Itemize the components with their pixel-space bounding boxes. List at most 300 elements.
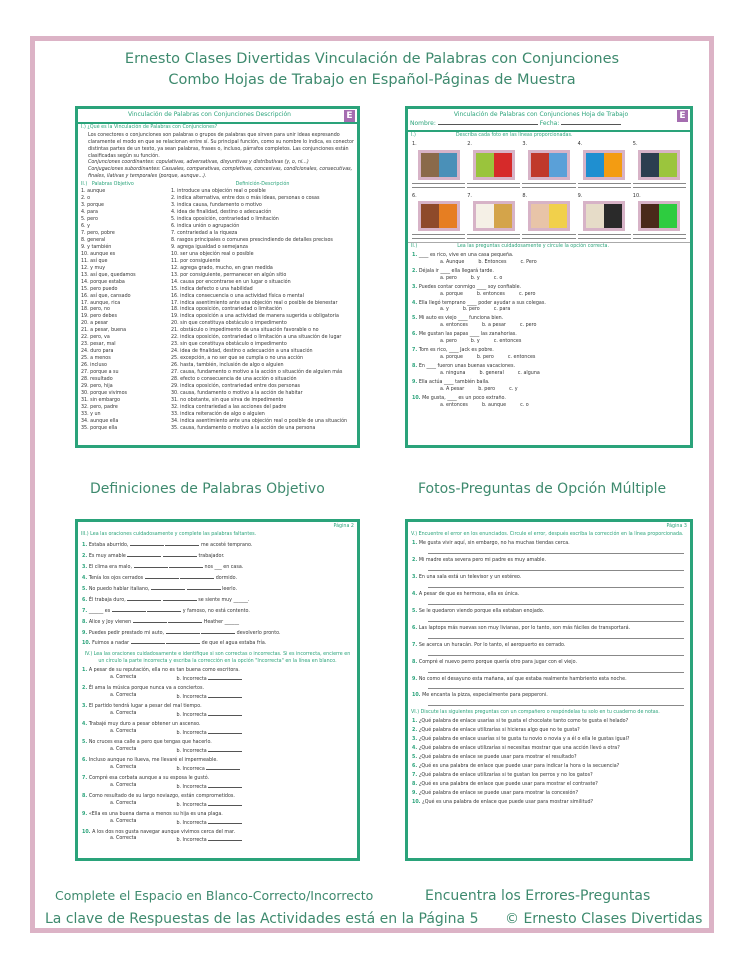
option[interactable]: a. ninguna xyxy=(440,371,466,377)
item-number: 6. xyxy=(82,597,89,603)
error-item xyxy=(408,591,690,600)
sentence-end: nos ___ en casa. xyxy=(203,564,244,570)
name-label: Nombre: xyxy=(410,119,436,127)
item-number: 2. xyxy=(82,553,89,559)
sentence xyxy=(82,722,353,729)
question-body: Me gusta, ____ es un poco extraño. xyxy=(422,395,506,401)
option[interactable]: b. pero xyxy=(478,386,496,392)
definition: 26. hasta, también, inclusión de algo o alguien xyxy=(171,363,284,369)
definition: 16. indica consecuencia o una actividad física o mental xyxy=(171,293,304,299)
sentence-start: ______ es xyxy=(88,608,112,614)
blank-field[interactable] xyxy=(127,552,161,557)
blank-field[interactable] xyxy=(169,563,203,568)
question-text: ¿Qué palabra de enlace usarías si te gusta tu novio o novia y a él o ella le gustas igual? xyxy=(418,737,630,743)
name-field[interactable] xyxy=(438,120,538,125)
target-word: 22. pero, va xyxy=(81,335,110,341)
answer-line[interactable] xyxy=(522,183,575,184)
question-text: ¿Qué es una palabra de enlace que puede usar para mostrar el contraste? xyxy=(418,782,598,788)
options xyxy=(82,675,353,684)
definition: 8. rasgos principales o comunes prescindiendo de detalles precisos xyxy=(171,237,333,243)
target-word: 20. a pesar xyxy=(81,321,109,327)
coord-text: Conjunciones coordinantes: copulativas, adversativas, disyuntivas y distributivas (y, o, ni...) xyxy=(88,160,309,166)
target-word: 6. y xyxy=(81,224,90,230)
definition: 33. indica reiteración de algo o alguien xyxy=(171,411,265,417)
blank-field[interactable] xyxy=(187,585,221,590)
blank-field[interactable] xyxy=(133,618,167,623)
question-text xyxy=(412,285,686,292)
target-word: 25. a menos xyxy=(81,356,111,362)
answer-line[interactable] xyxy=(412,183,465,184)
option[interactable]: c. alguna xyxy=(517,371,540,377)
target-word: 24. duro para xyxy=(81,349,114,355)
fill-item xyxy=(78,540,357,551)
definition: 21. obstáculo o impedimento de una situación favorable o no xyxy=(171,328,319,334)
photo-image xyxy=(473,201,515,231)
photo-number: 6. xyxy=(412,192,417,199)
target-word: 19. pero debes xyxy=(81,314,117,320)
options xyxy=(82,783,353,792)
section-title: I.) ¿Qué es la Vinculación de Palabras con Conjunciones? xyxy=(81,124,218,130)
sentence xyxy=(82,740,353,747)
error-item xyxy=(408,642,690,651)
correction-field[interactable] xyxy=(208,836,242,841)
sentence-start: Fuimos a nadar xyxy=(92,641,131,647)
target-word: 9. y también xyxy=(81,244,112,250)
sentence-text: Incluso aunque no llueva, me llevaré el impermeable. xyxy=(88,757,218,763)
fill-item xyxy=(78,562,357,573)
blank-field[interactable] xyxy=(131,639,165,644)
option-incorrect[interactable]: b. Incorrecta xyxy=(176,783,242,792)
item-number: 1. xyxy=(82,542,89,548)
answer-line[interactable] xyxy=(522,238,575,239)
option-incorrect[interactable]: b. Incorrecta xyxy=(176,729,242,738)
target-word: 32. pero, padre xyxy=(81,404,118,410)
answer-line[interactable] xyxy=(522,187,575,188)
option[interactable]: c. o xyxy=(520,402,529,408)
sentence-text: Compré esa corbata aunque a su esposa le gustó. xyxy=(88,775,210,781)
question-text: ¿Qué palabra de enlace utilizarías si hicieras algo que no te gusta? xyxy=(418,728,580,734)
photo-item xyxy=(578,141,631,190)
item-number: 8. xyxy=(82,793,89,799)
item-number: 1. xyxy=(412,540,419,546)
question-text: ¿Qué palabra de enlace utilizarías si te gustan los perros y no los gatos? xyxy=(418,773,593,779)
ci-item xyxy=(78,739,357,757)
blank-field[interactable] xyxy=(163,552,197,557)
option[interactable]: b. aunque xyxy=(481,402,507,408)
mc-question xyxy=(408,347,690,363)
option[interactable]: c. entonces xyxy=(507,355,536,361)
discussion-item xyxy=(408,790,690,799)
option-correct[interactable]: a. Correcta xyxy=(110,693,137,699)
options xyxy=(82,711,353,720)
sentence-end: leerlo. xyxy=(220,586,237,592)
blank-field[interactable] xyxy=(151,585,185,590)
section-label: II.) xyxy=(411,243,418,249)
sentence-text: En una sala está un televisor y un estéreo. xyxy=(418,574,522,580)
option[interactable]: b. y xyxy=(470,275,480,281)
answer-line[interactable] xyxy=(412,234,465,235)
answer-line[interactable] xyxy=(578,238,631,239)
option-correct[interactable]: a. Correcta xyxy=(110,818,137,824)
blank-field[interactable] xyxy=(168,618,202,623)
error-item xyxy=(408,608,690,617)
target-word: 31. sin embargo xyxy=(81,397,121,403)
correction-line[interactable] xyxy=(428,553,684,554)
sentence-start: Tenía los ojos cerrados xyxy=(88,575,145,581)
sentence xyxy=(82,812,353,819)
option-correct[interactable]: a. Correcta xyxy=(110,711,137,717)
footer-copyright: © Ernesto Clases Divertidas xyxy=(505,911,703,927)
sentence-text: Él ama la música porque nunca va a conciertos. xyxy=(88,686,205,692)
page-heading xyxy=(408,109,690,132)
option[interactable]: c. entonces xyxy=(493,339,522,345)
option-correct[interactable]: a. Correcta xyxy=(110,746,137,752)
option-incorrect[interactable]: b. Incorrecta xyxy=(176,836,242,845)
definition: 25. excepción, a no ser que se cumpla o no una acción xyxy=(171,356,304,362)
photo-number: 3. xyxy=(522,141,528,148)
question-number: 7. xyxy=(412,348,419,354)
sentence-text: «Ella es una buena dama a menos su hija es una plaga. xyxy=(88,811,223,817)
option-correct[interactable]: a. Correcta xyxy=(110,675,137,681)
page-heading-text: Vinculación de Palabras con Conjunciones Hoja de Trabajo xyxy=(453,111,629,118)
fill-item xyxy=(78,617,357,628)
blank-field[interactable] xyxy=(145,574,179,579)
definition: 4. idea de finalidad, destino o adecuación xyxy=(171,210,272,216)
target-word: 17. aunque, rica xyxy=(81,300,121,306)
photo-image xyxy=(583,201,625,231)
section-title: Describa cada foto en las líneas proporcionadas. xyxy=(455,133,573,139)
page-heading xyxy=(78,109,357,124)
correction-line[interactable] xyxy=(428,672,684,673)
item-number: 7. xyxy=(82,775,89,781)
question-text xyxy=(412,301,686,308)
target-word: 2. o xyxy=(81,196,91,202)
item-number: 2. xyxy=(82,686,89,692)
option-correct[interactable]: a. Correcta xyxy=(110,729,137,735)
answer-line[interactable] xyxy=(633,238,686,239)
blank-field[interactable] xyxy=(112,607,146,612)
target-word: 7. pero, pobre xyxy=(81,230,115,236)
item-number: 4. xyxy=(412,591,419,597)
sentence-text: No cruces esa calle a pero que tengas que hacerlo. xyxy=(88,739,212,745)
ci-item xyxy=(78,829,357,847)
options xyxy=(412,355,686,362)
options xyxy=(412,387,686,394)
date-field[interactable] xyxy=(561,120,621,125)
blank-field[interactable] xyxy=(165,541,199,546)
option[interactable]: b. a pesar xyxy=(481,323,506,329)
answer-line[interactable] xyxy=(633,183,686,184)
options xyxy=(412,371,686,378)
sentence-end: se siente muy ______. xyxy=(196,597,250,603)
option[interactable]: c. o xyxy=(493,275,503,281)
sentence-text: Mi madre esta severa pero mi padre es muy amable. xyxy=(418,557,546,563)
blank-field[interactable] xyxy=(163,596,197,601)
photo-item xyxy=(412,141,465,190)
sentence-start: No puedo hablar italiano, xyxy=(88,586,152,592)
question-body: Ella actúa ____ también baila. xyxy=(418,380,490,386)
sentence-text: Se le quedaron viendo porque ella estaban enojado. xyxy=(418,608,545,614)
sentence-text: Como resultado de su largo noviazgo, están comprometidos. xyxy=(88,793,235,799)
sentence-end: Heather ______ xyxy=(202,619,239,625)
error-item xyxy=(408,692,690,701)
option[interactable]: a. y xyxy=(440,307,449,313)
sentence-text: Me gusta vivir aquí, sin embargo, no ha muchas tiendas cerca. xyxy=(418,540,570,546)
definition: 34. indica asentimiento ante una objeción real o posible de una situación xyxy=(171,418,348,424)
option-incorrect[interactable]: b. Incorrecta xyxy=(176,801,242,810)
question-number: 6. xyxy=(412,332,419,338)
section-title: IV.) Lea las oraciones cuidadosamente e identifique si son correctas o incorrectas. Si es incorrecta, encierre en un círculo la parte incorrecta y escriba la corrección en la opción "Incorrecta" en la línea en blanco. xyxy=(84,652,351,665)
item-number: 2. xyxy=(412,728,419,734)
caption-page1: Definiciones de Palabras Objetivo xyxy=(90,481,325,497)
error-item xyxy=(408,625,690,634)
sentence-text: Me encanta la pizza, especialmente para pepperoni. xyxy=(422,693,548,699)
question-number: 1. xyxy=(412,252,419,258)
correction-field[interactable] xyxy=(208,801,242,806)
mc-question xyxy=(408,379,690,395)
correction-field[interactable] xyxy=(208,783,242,788)
question-body: Mi auto es viejo ____ funciona bien. xyxy=(418,316,504,322)
correction-line[interactable] xyxy=(428,587,684,588)
target-word: 18. pero, no xyxy=(81,307,110,313)
option-incorrect[interactable]: b. Incorrecta xyxy=(176,693,242,702)
option[interactable]: a. Aunque xyxy=(440,259,465,265)
ci-item xyxy=(78,811,357,829)
sentence-end: trabajador. xyxy=(196,553,225,559)
target-word: 21. a pesar, buena xyxy=(81,328,127,334)
option[interactable]: a. A pesar xyxy=(440,386,465,392)
fill-item xyxy=(78,638,357,649)
definition: 15. indica defecto o una habilidad xyxy=(171,286,253,292)
blank-field[interactable] xyxy=(180,574,214,579)
correction-field[interactable] xyxy=(208,711,242,716)
item-number: 5. xyxy=(412,608,419,614)
ci-item xyxy=(78,667,357,685)
question-number: 10. xyxy=(412,395,423,401)
answer-line[interactable] xyxy=(578,183,631,184)
option-correct[interactable]: a. Correcta xyxy=(110,764,137,770)
target-word: 28. resultado xyxy=(81,377,113,382)
item-number: 1. xyxy=(412,719,419,725)
correction-field[interactable] xyxy=(208,693,242,698)
correction-field[interactable] xyxy=(208,819,242,824)
photo-item xyxy=(467,141,520,190)
option-incorrect[interactable]: b. Incorrecta xyxy=(176,675,242,684)
option[interactable]: c. y xyxy=(509,386,518,392)
answer-line[interactable] xyxy=(633,234,686,235)
photo-number: 5. xyxy=(632,141,638,148)
caption-page4: Encuentra los Errores-Preguntas xyxy=(425,888,651,904)
sentence-text: Trabajé muy duro a pesar obtener un ascenso. xyxy=(88,722,201,728)
definition: 3. indica causa, fundamento o motivo xyxy=(171,203,262,209)
photo-number: 10. xyxy=(632,192,641,199)
question-number: 2. xyxy=(412,268,419,274)
target-word: 1. aunque xyxy=(81,189,106,195)
option-correct[interactable]: a. Correcta xyxy=(110,836,137,842)
discussion-item xyxy=(408,763,690,772)
blank-field[interactable] xyxy=(201,629,235,634)
question-number: 8. xyxy=(412,364,419,370)
blank-field[interactable] xyxy=(127,596,161,601)
worksheet-page-photos-mc xyxy=(405,106,693,448)
correction-line[interactable] xyxy=(428,655,684,656)
correction-line[interactable] xyxy=(428,638,684,639)
mc-question xyxy=(408,252,690,268)
definitions-list xyxy=(78,189,357,432)
sentence-text: Las laptops más nuevas son muy livianas, por lo tanto, son más fáciles de transportará. xyxy=(418,625,631,631)
blank-field[interactable] xyxy=(166,639,200,644)
question-body: Déjala ir ____ ella llegará tarde. xyxy=(418,268,494,274)
option[interactable]: c. Pero xyxy=(520,259,537,265)
option[interactable]: c. pero xyxy=(518,291,536,297)
target-word: 16. así que, cansado xyxy=(81,293,131,299)
item-number: 7. xyxy=(412,773,419,779)
photo-item xyxy=(467,193,520,242)
option-incorrect[interactable]: b. Incorreca xyxy=(176,765,240,774)
answer-line[interactable] xyxy=(633,187,686,188)
correction-line[interactable] xyxy=(428,570,684,571)
error-item xyxy=(408,659,690,668)
correction-line[interactable] xyxy=(428,688,684,689)
photo-number: 8. xyxy=(522,192,528,199)
option[interactable]: b. pero xyxy=(462,307,480,313)
page-number: Página 3 xyxy=(666,524,687,529)
sentence xyxy=(82,758,353,765)
definition: 9. agrega igualdad o semejanza xyxy=(171,244,248,250)
definition: 17. indica asentimiento ante una objeción real o posible de bienestar xyxy=(171,300,338,306)
fill-item xyxy=(78,606,357,617)
answer-line[interactable] xyxy=(467,234,520,235)
ci-item xyxy=(78,775,357,793)
definition: 29. indica oposición, contrariedad entre dos personas xyxy=(171,383,301,389)
ci-item xyxy=(78,685,357,703)
blank-field[interactable] xyxy=(134,563,168,568)
photo-image xyxy=(638,201,680,231)
option-incorrect[interactable]: b. Incorrecta xyxy=(176,747,242,756)
question-text xyxy=(412,269,686,276)
blank-field[interactable] xyxy=(130,541,164,546)
sentence-start: Él trabaja duro, xyxy=(88,597,128,603)
photo-number: 4. xyxy=(577,141,583,148)
answer-line[interactable] xyxy=(467,238,520,239)
error-item xyxy=(408,557,690,566)
option[interactable]: a. porque xyxy=(440,355,463,361)
error-item xyxy=(408,574,690,583)
definition: 14. causa por encontrarse en un lugar o situación xyxy=(171,279,291,285)
option[interactable]: c. pero xyxy=(519,323,537,329)
item-number: 6. xyxy=(412,764,419,770)
answer-line[interactable] xyxy=(578,234,631,235)
option[interactable]: b. y xyxy=(470,339,480,345)
answer-line[interactable] xyxy=(412,187,465,188)
option[interactable]: a. porque xyxy=(440,291,463,297)
sentence-end: de que el agua estaba fría. xyxy=(200,641,267,647)
answer-line[interactable] xyxy=(412,238,465,239)
item-number: 7. xyxy=(412,642,419,648)
section-title: VI.) Discute las siguientes preguntas con un compañero o respóndelas tu solo en tu cuaderno de notas. xyxy=(411,710,660,716)
correction-line[interactable] xyxy=(428,705,684,706)
option[interactable]: a. entonces xyxy=(440,323,468,329)
definition: 12. agrega grado, mucho, en gran medida xyxy=(171,265,273,271)
question-body: Ella llegó temprano ____ poder ayudar a sus colegas. xyxy=(418,300,546,306)
option[interactable]: a. entonces xyxy=(440,402,468,408)
sentence-start: Estaba aburrido, xyxy=(88,542,130,548)
option[interactable]: a. pero xyxy=(440,275,457,281)
page-number: Página 2 xyxy=(333,524,354,529)
item-number: 9. xyxy=(412,791,419,797)
correction-field[interactable] xyxy=(206,765,240,770)
target-word: 14. porque estaba xyxy=(81,279,125,285)
discussion-list xyxy=(408,718,690,808)
discussion-item xyxy=(408,799,690,808)
mc-question xyxy=(408,284,690,300)
target-word: 29. pero, hija xyxy=(81,383,113,389)
option[interactable]: b. entonces xyxy=(476,291,505,297)
fill-item xyxy=(78,628,357,639)
option[interactable]: b. general xyxy=(479,371,504,377)
target-word: 35. porque ella xyxy=(81,425,118,431)
correction-field[interactable] xyxy=(208,747,242,752)
options xyxy=(82,765,353,774)
options xyxy=(82,729,353,738)
correction-field[interactable] xyxy=(208,729,242,734)
mc-question xyxy=(408,331,690,347)
option-incorrect[interactable]: b. Incorrecta xyxy=(176,711,242,720)
answer-line[interactable] xyxy=(522,234,575,235)
item-number: 8. xyxy=(412,782,419,788)
photo-image xyxy=(583,150,625,180)
sentence xyxy=(82,776,353,783)
options xyxy=(82,747,353,756)
fill-blank-list xyxy=(78,540,357,650)
option[interactable]: c. para xyxy=(493,307,511,313)
answer-line[interactable] xyxy=(467,187,520,188)
discussion-item xyxy=(408,736,690,745)
photo-image xyxy=(473,150,515,180)
item-number: 10. xyxy=(82,829,93,835)
sentence-end: me acosté temprano. xyxy=(199,542,253,548)
question-text: ¿Qué palabra de enlace utilizarías si necesitas mostrar que una acción llevó a otra? xyxy=(418,746,620,752)
option[interactable]: b. pero xyxy=(476,355,494,361)
option-correct[interactable]: a. Correcta xyxy=(110,800,137,806)
item-number: 3. xyxy=(412,737,419,743)
option[interactable]: b. Entonces xyxy=(478,259,507,265)
correction-line[interactable] xyxy=(428,621,684,622)
sentence-text: A los dos nos gusta navegar aunque vivimos cerca del mar. xyxy=(92,829,236,835)
ci-item xyxy=(78,721,357,739)
col-defs-header: Definición-Descripción xyxy=(235,182,290,188)
discussion-item xyxy=(408,718,690,727)
answer-line[interactable] xyxy=(467,183,520,184)
definition: 18. indica oposición, contrariedad o limitación xyxy=(171,307,282,313)
options xyxy=(412,307,686,314)
mc-question xyxy=(408,300,690,316)
sentence-start: El clima era malo, xyxy=(88,564,134,570)
question-text xyxy=(412,380,686,387)
blank-field[interactable] xyxy=(147,607,181,612)
sentence-end: dormido. xyxy=(214,575,238,581)
item-number: 4. xyxy=(82,575,89,581)
page-heading-text: Vinculación de Palabras con Conjunciones Descripción xyxy=(128,111,291,118)
option[interactable]: a. pero xyxy=(440,339,457,345)
correction-line[interactable] xyxy=(428,604,684,605)
answer-line[interactable] xyxy=(578,187,631,188)
option-correct[interactable]: a. Correcta xyxy=(110,782,137,788)
correction-field[interactable] xyxy=(208,675,242,680)
option-incorrect[interactable]: b. Incorrecta xyxy=(176,819,242,828)
question-body: Tom es rico, ____ Jack es pobre. xyxy=(418,348,494,354)
blank-field[interactable] xyxy=(166,629,200,634)
